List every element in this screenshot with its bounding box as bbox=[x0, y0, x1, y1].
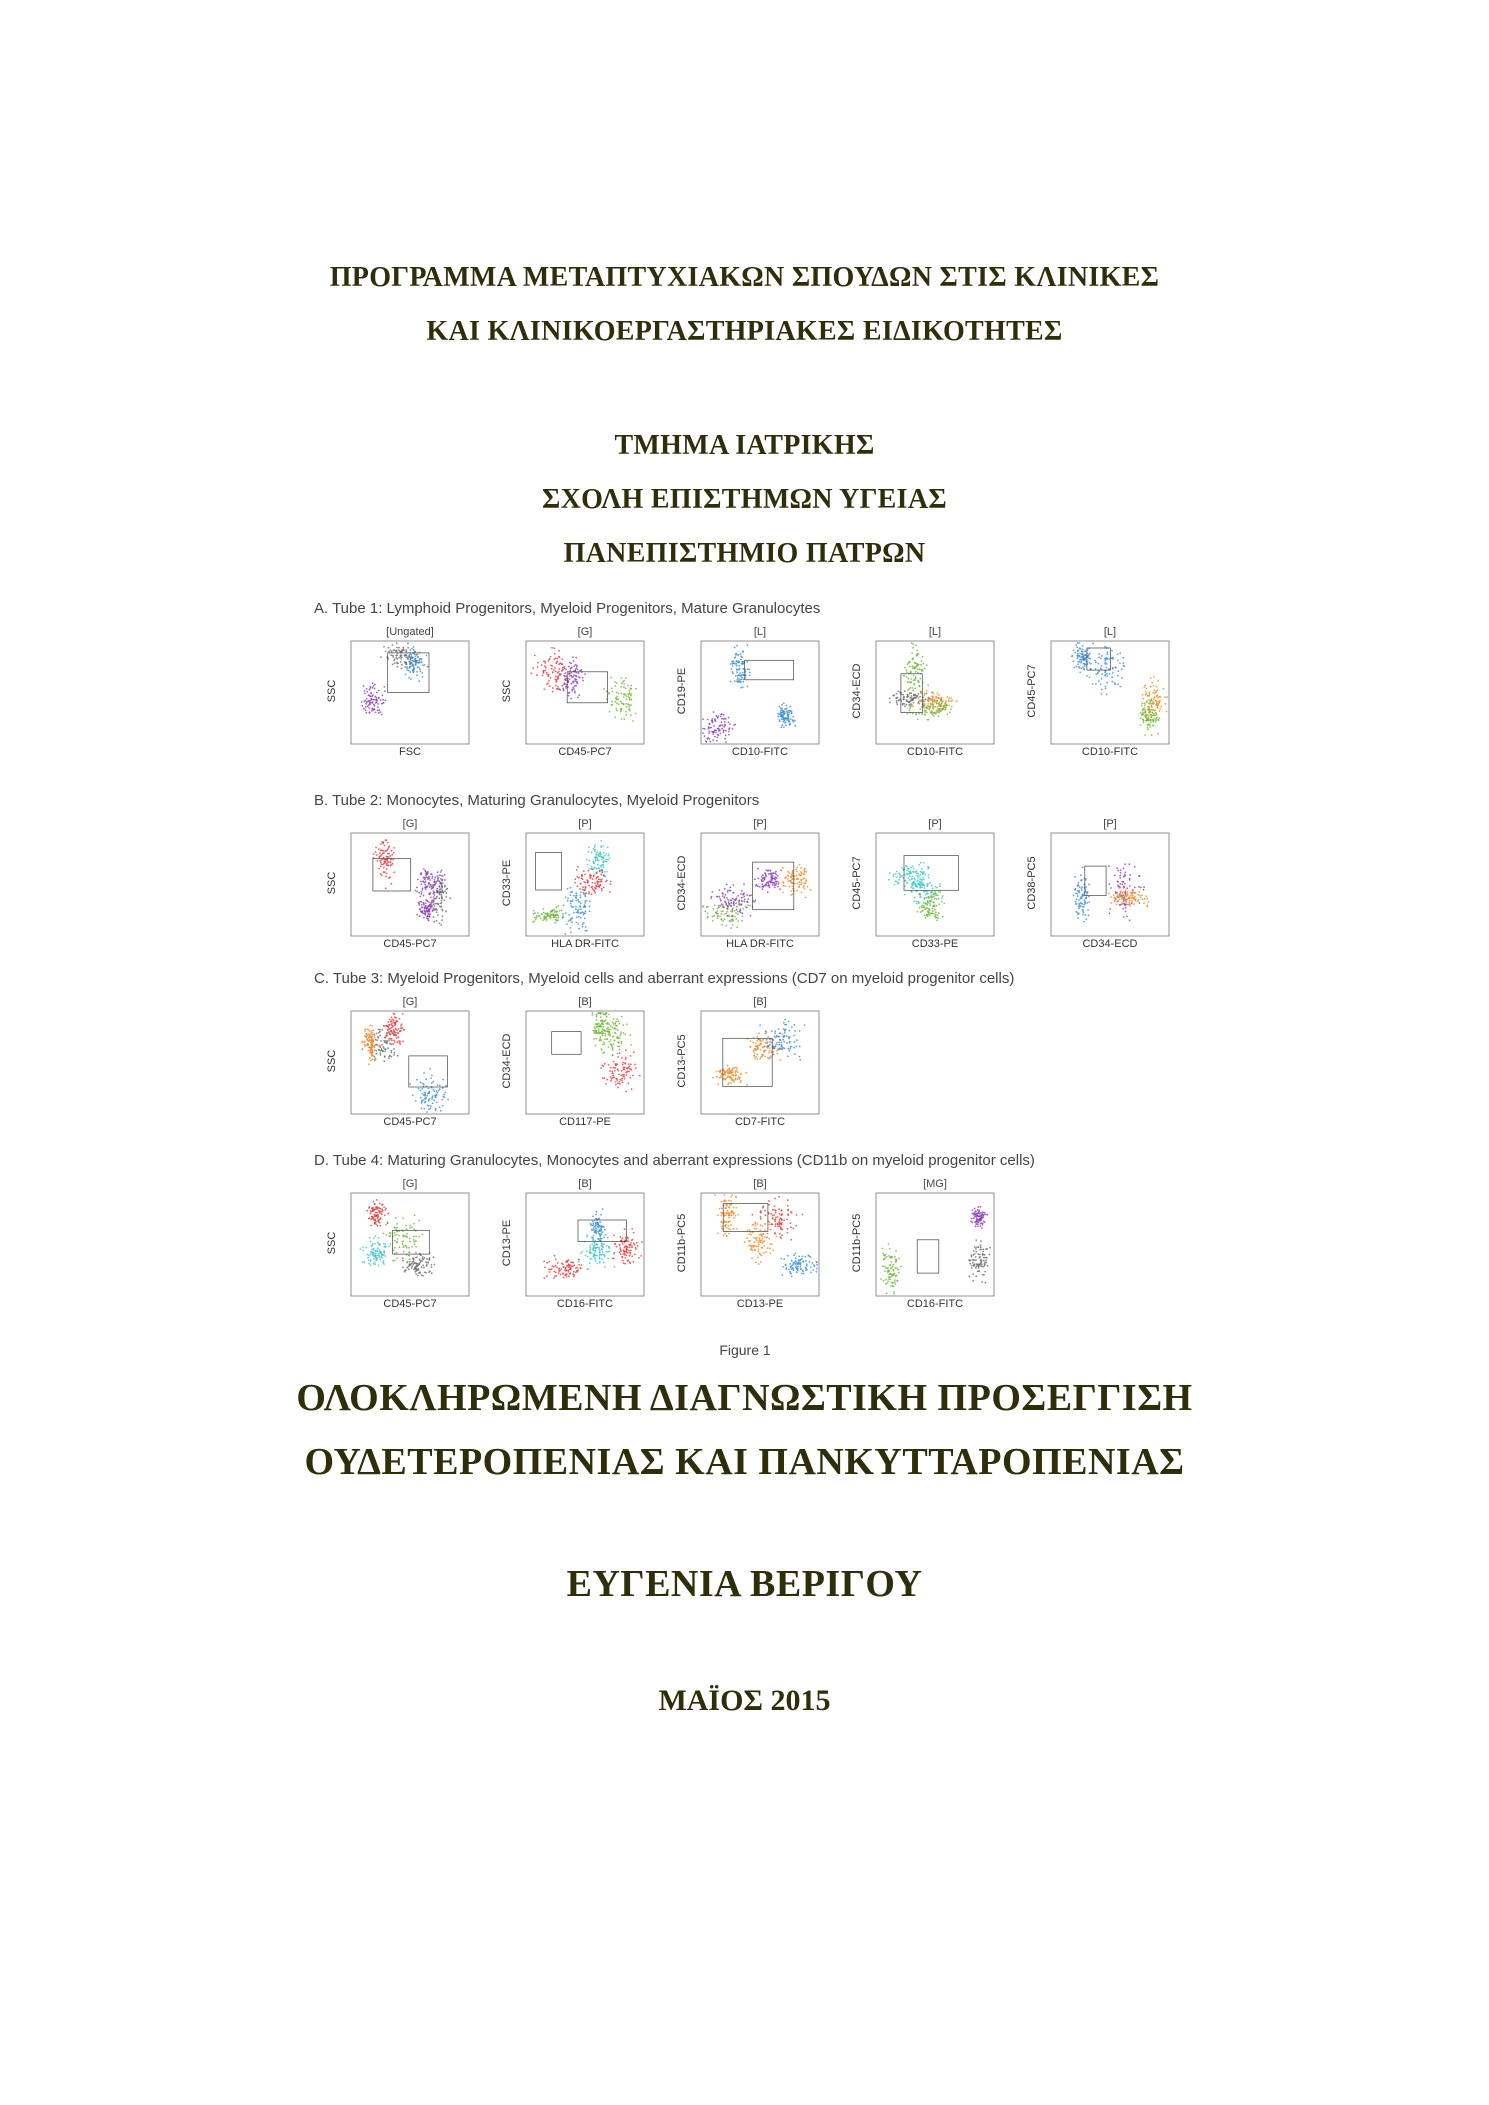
program-title-line1: ΠΡΟΓΡΑΜΜΑ ΜΕΤΑΠΤΥΧΙΑΚΩΝ ΣΠΟΥΔΩΝ ΣΤΙΣ ΚΛΙΝΙΚΕΣ bbox=[329, 262, 1160, 293]
figure-section-title: B. Tube 2: Monocytes, Maturing Granulocytes, Myeloid Progenitors bbox=[314, 792, 760, 809]
scatter-plot-panel bbox=[326, 626, 470, 758]
scatter-plot-panel bbox=[851, 1178, 995, 1310]
y-axis-label: CD45-PC7 bbox=[851, 856, 863, 910]
gate-label: [G] bbox=[402, 996, 418, 1008]
y-axis-label: CD45-PC7 bbox=[1026, 664, 1038, 718]
gate-label: [B] bbox=[753, 1178, 767, 1190]
scatter-plot-panel bbox=[1026, 818, 1170, 950]
x-axis-label: CD45-PC7 bbox=[383, 938, 437, 950]
author-name: ΕΥΓΕΝΙΑ ΒΕΡΙΓΟΥ bbox=[566, 1563, 923, 1605]
gate-label: [B] bbox=[578, 1178, 592, 1190]
gate-label: [P] bbox=[1103, 818, 1117, 830]
y-axis-label: CD38-PC5 bbox=[1026, 856, 1038, 910]
gate-label: [B] bbox=[753, 996, 767, 1008]
scatter-plot-panel bbox=[1026, 626, 1170, 758]
x-axis-label: HLA DR-FITC bbox=[551, 938, 619, 950]
gate-region bbox=[409, 1056, 448, 1087]
y-axis-label: CD11b-PC5 bbox=[676, 1213, 688, 1273]
x-axis-label: CD7-FITC bbox=[734, 1116, 786, 1128]
y-axis-label: CD13-PE bbox=[501, 1219, 513, 1267]
y-axis-label: CD19-PE bbox=[676, 667, 688, 715]
scatter-plot bbox=[875, 640, 995, 745]
y-axis-label: CD34-ECD bbox=[501, 1033, 513, 1089]
figure-section-title: D. Tube 4: Maturing Granulocytes, Monocytes and aberrant expressions (CD11b on myeloid progenitor cells) bbox=[314, 1152, 1035, 1169]
scatter-plot-panel bbox=[676, 996, 820, 1128]
x-axis-label: CD45-PC7 bbox=[383, 1298, 437, 1310]
scatter-plot bbox=[350, 832, 470, 937]
x-axis-label: HLA DR-FITC bbox=[726, 938, 794, 950]
gate-label: [P] bbox=[578, 818, 592, 830]
scatter-plot bbox=[525, 832, 645, 937]
gate-label: [MG] bbox=[923, 1178, 947, 1190]
scatter-plot-panel bbox=[326, 1178, 470, 1310]
gate-label: [P] bbox=[928, 818, 942, 830]
gate-region bbox=[1085, 866, 1106, 896]
y-axis-label: SSC bbox=[326, 1049, 338, 1073]
scatter-plot-panel bbox=[851, 626, 995, 758]
x-axis-label: CD33-PE bbox=[911, 938, 959, 950]
x-axis-label: FSC bbox=[399, 746, 421, 758]
gate-label: [G] bbox=[402, 818, 418, 830]
scatter-plot bbox=[350, 1192, 470, 1297]
scatter-plot bbox=[350, 640, 470, 745]
university-name: ΠΑΝΕΠΙΣΤΗΜΙΟ ΠΑΤΡΩΝ bbox=[563, 538, 926, 569]
x-axis-label: CD13-PE bbox=[736, 1298, 784, 1310]
y-axis-label: SSC bbox=[326, 679, 338, 703]
figure-section-title: C. Tube 3: Myeloid Progenitors, Myeloid cells and aberrant expressions (CD7 on myeloid progenitor cells) bbox=[314, 970, 1015, 987]
scatter-plot bbox=[700, 640, 820, 745]
scatter-plot bbox=[525, 1192, 645, 1297]
program-title-line2: ΚΑΙ ΚΛΙΝΙΚΟΕΡΓΑΣΤΗΡΙΑΚΕΣ ΕΙΔΙΚΟΤΗΤΕΣ bbox=[426, 316, 1063, 347]
x-axis-label: CD45-PC7 bbox=[558, 746, 612, 758]
thesis-title-line1: ΟΛΟΚΛΗΡΩΜΕΝΗ ΔΙΑΓΝΩΣΤΙΚΗ ΠΡΟΣΕΓΓΙΣΗ bbox=[296, 1377, 1193, 1419]
thesis-title-line2: ΟΥΔΕΤΕΡΟΠΕΝΙΑΣ ΚΑΙ ΠΑΝΚΥΤΤΑΡΟΠΕΝΙΑΣ bbox=[304, 1441, 1185, 1483]
x-axis-label: CD34-ECD bbox=[1082, 938, 1138, 950]
y-axis-label: CD34-ECD bbox=[676, 855, 688, 911]
y-axis-label: CD13-PC5 bbox=[676, 1034, 688, 1088]
gate-label: [Ungated] bbox=[386, 626, 434, 638]
y-axis-label: SSC bbox=[501, 679, 513, 703]
scatter-plot bbox=[525, 640, 645, 745]
scatter-plot-panel bbox=[326, 996, 470, 1128]
y-axis-label: CD34-ECD bbox=[851, 663, 863, 719]
scatter-plot bbox=[1050, 640, 1170, 745]
scatter-plot bbox=[525, 1010, 645, 1115]
gate-label: [L] bbox=[753, 626, 767, 638]
gate-region bbox=[917, 1240, 939, 1273]
gate-label: [L] bbox=[928, 626, 942, 638]
school-name: ΣΧΟΛΗ ΕΠΙΣΤΗΜΩΝ ΥΓΕΙΑΣ bbox=[542, 484, 947, 515]
scatter-plot-panel bbox=[676, 626, 820, 758]
scatter-plot bbox=[700, 1010, 820, 1115]
x-axis-label: CD10-FITC bbox=[731, 746, 789, 758]
scatter-plot-panel bbox=[676, 818, 820, 950]
scatter-plot-panel bbox=[676, 1178, 820, 1310]
scatter-plot-panel bbox=[501, 818, 645, 950]
y-axis-label: CD11b-PC5 bbox=[851, 1213, 863, 1273]
figure-caption: Figure 1 bbox=[719, 1342, 771, 1358]
y-axis-label: CD33-PE bbox=[501, 859, 513, 907]
scatter-plot-panel bbox=[501, 626, 645, 758]
flow-cytometry-figure bbox=[310, 600, 1180, 1360]
scatter-plot bbox=[700, 1192, 820, 1297]
y-axis-label: SSC bbox=[326, 1231, 338, 1255]
x-axis-label: CD16-FITC bbox=[556, 1298, 614, 1310]
gate-label: [G] bbox=[402, 1178, 418, 1190]
department-name: ΤΜΗΜΑ ΙΑΤΡΙΚΗΣ bbox=[614, 430, 875, 461]
scatter-plot-panel bbox=[851, 818, 995, 950]
x-axis-label: CD117-PE bbox=[559, 1116, 611, 1128]
x-axis-label: CD10-FITC bbox=[906, 746, 964, 758]
gate-region bbox=[552, 1032, 581, 1055]
x-axis-label: CD10-FITC bbox=[1081, 746, 1139, 758]
scatter-plot bbox=[1050, 832, 1170, 937]
scatter-plot bbox=[875, 832, 995, 937]
thesis-date: ΜΑΪΟΣ 2015 bbox=[658, 1684, 831, 1717]
y-axis-label: SSC bbox=[326, 871, 338, 895]
scatter-plot bbox=[700, 832, 820, 937]
gate-region bbox=[753, 862, 794, 910]
gate-label: [L] bbox=[1103, 626, 1117, 638]
gate-label: [G] bbox=[577, 626, 593, 638]
scatter-plot-panel bbox=[501, 1178, 645, 1310]
gate-label: [B] bbox=[578, 996, 592, 1008]
scatter-plot bbox=[875, 1192, 995, 1297]
scatter-plot bbox=[350, 1010, 470, 1115]
gate-label: [P] bbox=[753, 818, 767, 830]
scatter-plot-panel bbox=[326, 818, 470, 950]
x-axis-label: CD45-PC7 bbox=[383, 1116, 437, 1128]
gate-region bbox=[745, 660, 794, 680]
scatter-plot-panel bbox=[501, 996, 645, 1128]
figure-section-title: A. Tube 1: Lymphoid Progenitors, Myeloid Progenitors, Mature Granulocytes bbox=[314, 600, 821, 617]
gate-region bbox=[536, 852, 562, 890]
x-axis-label: CD16-FITC bbox=[906, 1298, 964, 1310]
